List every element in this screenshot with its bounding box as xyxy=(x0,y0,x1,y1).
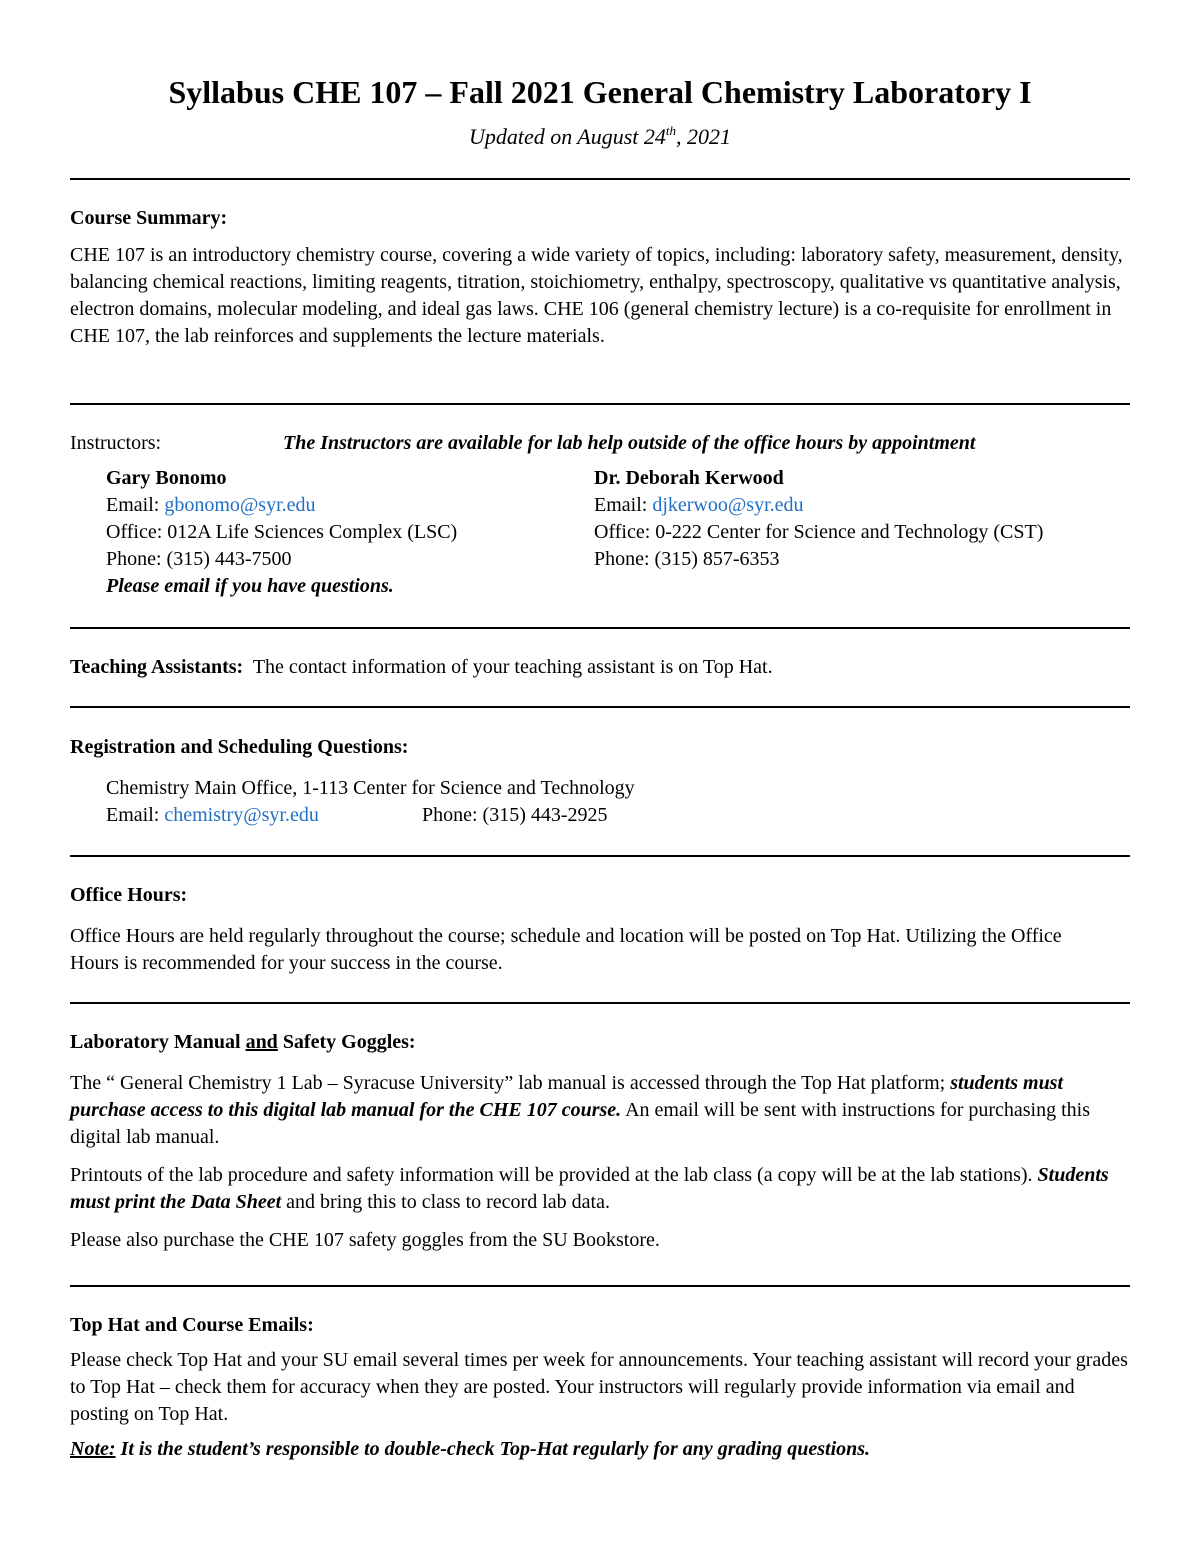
office-hours-heading: Office Hours: xyxy=(70,884,188,906)
lab-manual-heading xyxy=(70,1029,1130,1056)
page-title: Syllabus CHE 107 – Fall 2021 General Chemistry Laboratory I xyxy=(168,74,1032,110)
instructor-name: Gary Bonomo xyxy=(106,467,227,489)
registration-details xyxy=(106,775,1106,829)
lab-manual-heading-b: Safety Goggles: xyxy=(277,1031,416,1053)
instructors-note: The Instructors are available for lab help outside of the office hours by appointment xyxy=(283,432,976,454)
registration-heading: Registration and Scheduling Questions: xyxy=(70,736,409,758)
divider xyxy=(70,403,1130,405)
instructor-email-row xyxy=(594,492,1154,519)
top-hat-heading: Top Hat and Course Emails: xyxy=(70,1314,314,1336)
top-hat-note-text: It is the student’s responsible to double-check Top-Hat regularly for any grading questions. xyxy=(115,1438,871,1460)
registration-section xyxy=(70,734,1130,761)
email-label: Email: xyxy=(594,494,653,516)
instructor-card-kerwood xyxy=(594,465,1154,573)
email-label: Email: xyxy=(106,804,165,826)
divider xyxy=(70,627,1130,629)
lab-manual-paragraph-1 xyxy=(70,1070,1130,1151)
lab-manual-heading-and: and xyxy=(245,1031,278,1053)
course-summary-text: CHE 107 is an introductory chemistry course, covering a wide variety of topics, including: laboratory safety, measurement, density, balancing chemical reactions, limiting reagents, titration, stoichiometry, enthalpy, spectroscopy, qualitative vs quantitative analysis, electron domains, molecular modeling, and ideal gas laws. CHE 106 (general chemistry lecture) is a co-requisite for enrollment in CHE 107, the lab reinforces and supplements the lecture materials. xyxy=(70,244,1123,347)
divider xyxy=(70,1285,1130,1287)
updated-date-suffix: , 2021 xyxy=(676,124,732,149)
divider xyxy=(70,178,1130,180)
top-hat-note xyxy=(70,1436,1130,1463)
instructor-office: Office: 012A Life Sciences Complex (LSC) xyxy=(106,521,458,543)
lab-manual-p2-a: Printouts of the lab procedure and safety information will be provided at the lab class (a copy will be at the lab stations). xyxy=(70,1164,1038,1186)
instructor-phone: Phone: (315) 443-7500 xyxy=(106,548,292,570)
top-hat-section xyxy=(70,1312,1130,1463)
lab-manual-p2-bold: Students must print the Data Sheet xyxy=(70,1164,1109,1213)
office-hours-text: Office Hours are held regularly throughout the course; schedule and location will be posted on Top Hat. Utilizing the Office Hours is recommended for your success in the course. xyxy=(70,925,1062,974)
lab-manual-p1-b: An email will be sent with instructions for purchasing this digital lab manual. xyxy=(70,1099,1090,1148)
course-summary-section xyxy=(70,205,1130,350)
top-hat-text: Please check Top Hat and your SU email several times per week for announcements. Your teaching assistant will record your grades to Top Hat – check them for accuracy when they are posted. Your instructors will regularly provide information via email and posting on Top Hat. xyxy=(70,1349,1128,1425)
lab-manual-p2-b: and bring this to class to record lab data. xyxy=(281,1191,610,1213)
instructor-email-row xyxy=(106,492,566,519)
instructor-office: Office: 0-222 Center for Science and Technology (CST) xyxy=(594,521,1044,543)
teaching-assistants-text: The contact information of your teaching assistant is on Top Hat. xyxy=(243,656,773,678)
teaching-assistants-heading: Teaching Assistants: xyxy=(70,656,244,678)
updated-date-sup: th xyxy=(665,123,677,138)
instructor-email-link[interactable]: gbonomo@syr.edu xyxy=(164,494,316,516)
registration-email-link[interactable]: chemistry@syr.edu xyxy=(164,804,319,826)
lab-manual-section xyxy=(70,1029,1130,1254)
registration-contact-row xyxy=(106,802,1106,829)
office-hours-section xyxy=(70,882,1130,977)
registration-office: Chemistry Main Office, 1-113 Center for Science and Technology xyxy=(106,777,635,799)
lab-manual-p1-a: The “ General Chemistry 1 Lab – Syracuse University” lab manual is accessed through the Top Hat platform; xyxy=(70,1072,951,1094)
top-hat-note-label: Note: xyxy=(70,1438,116,1460)
divider xyxy=(70,706,1130,708)
lab-manual-heading-a: Laboratory Manual xyxy=(70,1031,246,1053)
course-summary-heading: Course Summary: xyxy=(70,207,228,229)
instructor-card-bonomo xyxy=(106,465,566,600)
instructor-name: Dr. Deborah Kerwood xyxy=(594,467,784,489)
registration-phone: Phone: (315) 443-2925 xyxy=(422,804,608,826)
email-label: Email: xyxy=(106,494,165,516)
divider xyxy=(70,1002,1130,1004)
updated-date xyxy=(0,122,1200,152)
instructor-email-link[interactable]: djkerwoo@syr.edu xyxy=(652,494,804,516)
instructors-heading: Instructors: xyxy=(70,432,162,454)
lab-manual-paragraph-3: Please also purchase the CHE 107 safety goggles from the SU Bookstore. xyxy=(70,1229,660,1251)
lab-manual-p1-bold: students must purchase access to this digital lab manual for the CHE 107 course. xyxy=(70,1072,1064,1121)
teaching-assistants-section xyxy=(70,654,1130,681)
divider xyxy=(70,855,1130,857)
updated-date-prefix: Updated on August 24 xyxy=(468,124,666,149)
lab-manual-paragraph-2 xyxy=(70,1162,1130,1216)
instructor-phone: Phone: (315) 857-6353 xyxy=(594,548,780,570)
instructor-note: Please email if you have questions. xyxy=(106,575,394,597)
